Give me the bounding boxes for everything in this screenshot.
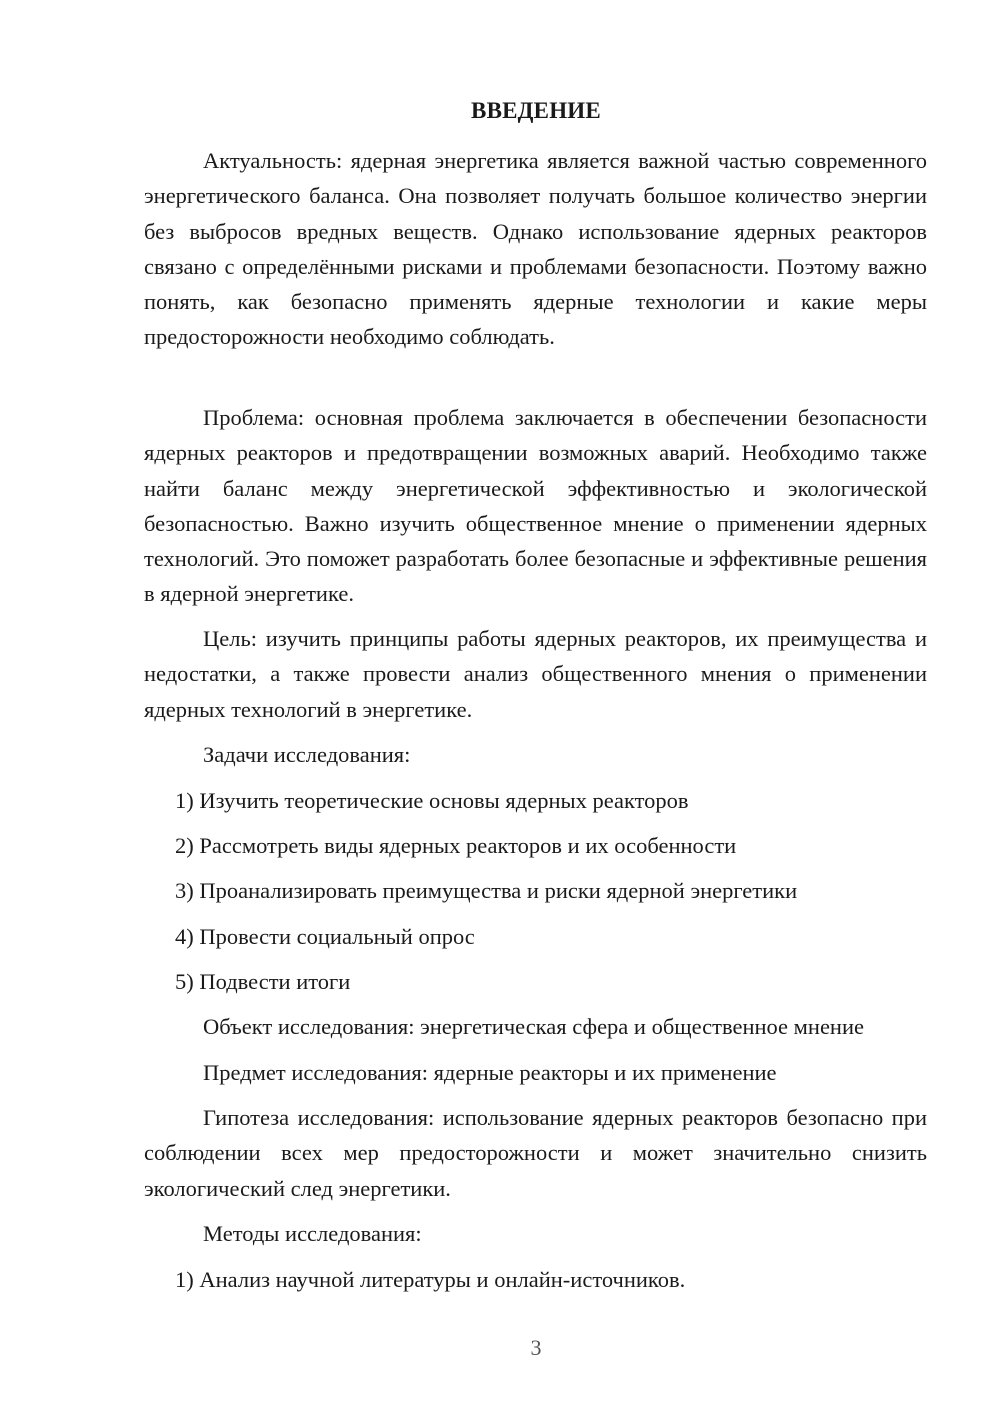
hypothesis-paragraph: Гипотеза исследования: использование ядерных реакторов безопасно при соблюдении всех мер предосторожности и может значительно снизить экологический след энергетики. xyxy=(144,1105,927,1201)
task-item: 1) Изучить теоретические основы ядерных реакторов xyxy=(175,788,689,813)
task-item: 2) Рассмотреть виды ядерных реакторов и их особенности xyxy=(175,833,737,858)
research-object: Объект исследования: энергетическая сфера и общественное мнение xyxy=(203,1014,865,1039)
relevance-paragraph: Актуальность: ядерная энергетика является важной частью современного энергетического баланса. Она позволяет получать большое количество энергии без выбросов вредных веществ. Однако использование ядерных реакторов связано с определёнными рисками и проблемами безопасности. Поэтому важно понять, как безопасно применять ядерные технологии и какие меры предосторожности необходимо соблюдать. xyxy=(144,148,927,350)
goal-paragraph: Цель: изучить принципы работы ядерных реакторов, их преимущества и недостатки, а также провести анализ общественного мнения о применении ядерных технологий в энергетике. xyxy=(144,626,927,722)
task-item: 5) Подвести итоги xyxy=(175,969,351,994)
methods-heading: Методы исследования: xyxy=(203,1221,422,1246)
research-subject: Предмет исследования: ядерные реакторы и их применение xyxy=(203,1060,777,1085)
task-item: 3) Проанализировать преимущества и риски ядерной энергетики xyxy=(175,878,798,903)
task-item: 4) Провести социальный опрос xyxy=(175,924,475,949)
problem-paragraph: Проблема: основная проблема заключается в обеспечении безопасности ядерных реакторов и предотвращении возможных аварий. Необходимо также найти баланс между энергетической эффективностью и экологической безопасностью. Важно изучить общественное мнение о применении ядерных технологий. Это поможет разработать более безопасные и эффективные решения в ядерной энергетике. xyxy=(144,405,927,607)
page-title: ВВЕДЕНИЕ xyxy=(471,98,601,123)
page-number: 3 xyxy=(530,1335,542,1360)
tasks-heading: Задачи исследования: xyxy=(203,742,411,767)
method-item: 1) Анализ научной литературы и онлайн-источников. xyxy=(175,1267,686,1292)
